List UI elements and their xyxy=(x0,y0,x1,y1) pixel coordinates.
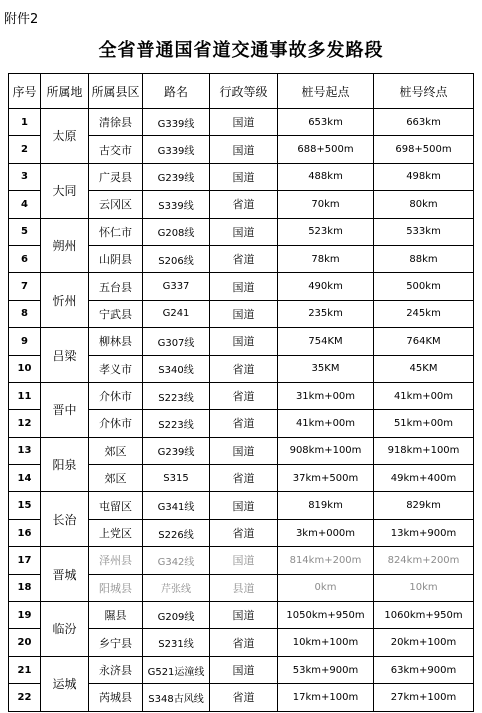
start-stake-cell: 70km xyxy=(278,191,374,218)
grade-cell: 国道 xyxy=(210,492,278,519)
table-row xyxy=(9,437,474,464)
end-stake-cell: 41km+00m xyxy=(374,382,474,409)
row-number: 11 xyxy=(9,382,41,409)
county-cell: 孝义市 xyxy=(89,355,143,382)
header-start: 桩号起点 xyxy=(278,74,374,109)
county-cell: 介休市 xyxy=(89,382,143,409)
grade-cell: 国道 xyxy=(210,656,278,683)
row-number: 2 xyxy=(9,136,41,163)
county-cell: 芮城县 xyxy=(89,684,143,711)
attachment-label: 附件2 xyxy=(4,12,39,27)
county-cell: 怀仁市 xyxy=(89,218,143,245)
end-stake-cell: 1060km+950m xyxy=(374,602,474,629)
end-stake-cell: 80km xyxy=(374,191,474,218)
header-city: 所属地 xyxy=(41,74,89,109)
county-cell: 清徐县 xyxy=(89,109,143,136)
road-cell: G337 xyxy=(143,273,210,300)
county-cell: 郊区 xyxy=(89,465,143,492)
county-cell: 介休市 xyxy=(89,410,143,437)
row-number: 17 xyxy=(9,547,41,574)
table-row xyxy=(9,163,474,190)
road-cell: G241 xyxy=(143,300,210,327)
grade-cell: 省道 xyxy=(210,629,278,656)
start-stake-cell: 814km+200m xyxy=(278,547,374,574)
start-stake-cell: 908km+100m xyxy=(278,437,374,464)
county-cell: 五台县 xyxy=(89,273,143,300)
table-row xyxy=(9,218,474,245)
road-cell: S315 xyxy=(143,465,210,492)
city-cell: 晋中 xyxy=(41,382,89,437)
county-cell: 郊区 xyxy=(89,437,143,464)
grade-cell: 县道 xyxy=(210,574,278,601)
road-cell: G521运潼线 xyxy=(143,656,210,683)
county-cell: 山阴县 xyxy=(89,245,143,272)
row-number: 9 xyxy=(9,328,41,355)
grade-cell: 省道 xyxy=(210,684,278,711)
row-number: 20 xyxy=(9,629,41,656)
end-stake-cell: 13km+900m xyxy=(374,519,474,546)
table-row xyxy=(9,656,474,683)
county-cell: 屯留区 xyxy=(89,492,143,519)
row-number: 13 xyxy=(9,437,41,464)
road-cell: S340线 xyxy=(143,355,210,382)
start-stake-cell: 688+500m xyxy=(278,136,374,163)
end-stake-cell: 698+500m xyxy=(374,136,474,163)
start-stake-cell: 488km xyxy=(278,163,374,190)
end-stake-cell: 824km+200m xyxy=(374,547,474,574)
county-cell: 广灵县 xyxy=(89,163,143,190)
county-cell: 古交市 xyxy=(89,136,143,163)
end-stake-cell: 533km xyxy=(374,218,474,245)
table-row xyxy=(9,328,474,355)
grade-cell: 国道 xyxy=(210,136,278,163)
city-cell: 太原 xyxy=(41,109,89,164)
end-stake-cell: 45KM xyxy=(374,355,474,382)
start-stake-cell: 37km+500m xyxy=(278,465,374,492)
end-stake-cell: 63km+900m xyxy=(374,656,474,683)
grade-cell: 国道 xyxy=(210,109,278,136)
table-header-row xyxy=(9,74,474,109)
row-number: 6 xyxy=(9,245,41,272)
header-grade: 行政等级 xyxy=(210,74,278,109)
road-cell: S223线 xyxy=(143,410,210,437)
end-stake-cell: 663km xyxy=(374,109,474,136)
table-row xyxy=(9,273,474,300)
grade-cell: 省道 xyxy=(210,355,278,382)
row-number: 10 xyxy=(9,355,41,382)
road-cell: S206线 xyxy=(143,245,210,272)
county-cell: 上党区 xyxy=(89,519,143,546)
road-cell: S339线 xyxy=(143,191,210,218)
header-road: 路名 xyxy=(143,74,210,109)
city-cell: 吕梁 xyxy=(41,328,89,383)
start-stake-cell: 523km xyxy=(278,218,374,245)
table-row xyxy=(9,382,474,409)
start-stake-cell: 653km xyxy=(278,109,374,136)
road-cell: S226线 xyxy=(143,519,210,546)
grade-cell: 省道 xyxy=(210,191,278,218)
row-number: 18 xyxy=(9,574,41,601)
grade-cell: 省道 xyxy=(210,382,278,409)
start-stake-cell: 0km xyxy=(278,574,374,601)
grade-cell: 国道 xyxy=(210,547,278,574)
end-stake-cell: 88km xyxy=(374,245,474,272)
end-stake-cell: 764KM xyxy=(374,328,474,355)
city-cell: 长治 xyxy=(41,492,89,547)
grade-cell: 省道 xyxy=(210,245,278,272)
county-cell: 隰县 xyxy=(89,602,143,629)
city-cell: 忻州 xyxy=(41,273,89,328)
row-number: 12 xyxy=(9,410,41,437)
page-title: 全省普通国省道交通事故多发路段 xyxy=(98,40,384,61)
grade-cell: 国道 xyxy=(210,273,278,300)
county-cell: 阳城县 xyxy=(89,574,143,601)
header-county: 所属县区 xyxy=(89,74,143,109)
header-no: 序号 xyxy=(9,74,41,109)
end-stake-cell: 10km xyxy=(374,574,474,601)
county-cell: 宁武县 xyxy=(89,300,143,327)
road-cell: G307线 xyxy=(143,328,210,355)
grade-cell: 国道 xyxy=(210,602,278,629)
end-stake-cell: 500km xyxy=(374,273,474,300)
county-cell: 永济县 xyxy=(89,656,143,683)
table-row xyxy=(9,547,474,574)
road-cell: G339线 xyxy=(143,109,210,136)
grade-cell: 省道 xyxy=(210,519,278,546)
city-cell: 运城 xyxy=(41,656,89,711)
start-stake-cell: 78km xyxy=(278,245,374,272)
table-row xyxy=(9,492,474,519)
row-number: 3 xyxy=(9,163,41,190)
end-stake-cell: 918km+100m xyxy=(374,437,474,464)
start-stake-cell: 17km+100m xyxy=(278,684,374,711)
start-stake-cell: 53km+900m xyxy=(278,656,374,683)
row-number: 1 xyxy=(9,109,41,136)
accident-road-table xyxy=(8,73,474,712)
end-stake-cell: 245km xyxy=(374,300,474,327)
start-stake-cell: 41km+00m xyxy=(278,410,374,437)
road-cell: G209线 xyxy=(143,602,210,629)
grade-cell: 国道 xyxy=(210,328,278,355)
grade-cell: 省道 xyxy=(210,465,278,492)
row-number: 14 xyxy=(9,465,41,492)
table-row xyxy=(9,109,474,136)
end-stake-cell: 51km+00m xyxy=(374,410,474,437)
county-cell: 云冈区 xyxy=(89,191,143,218)
row-number: 21 xyxy=(9,656,41,683)
row-number: 7 xyxy=(9,273,41,300)
start-stake-cell: 490km xyxy=(278,273,374,300)
row-number: 16 xyxy=(9,519,41,546)
end-stake-cell: 829km xyxy=(374,492,474,519)
start-stake-cell: 31km+00m xyxy=(278,382,374,409)
start-stake-cell: 10km+100m xyxy=(278,629,374,656)
row-number: 4 xyxy=(9,191,41,218)
start-stake-cell: 3km+000m xyxy=(278,519,374,546)
start-stake-cell: 754KM xyxy=(278,328,374,355)
row-number: 8 xyxy=(9,300,41,327)
table-row xyxy=(9,602,474,629)
county-cell: 柳林县 xyxy=(89,328,143,355)
row-number: 15 xyxy=(9,492,41,519)
grade-cell: 国道 xyxy=(210,163,278,190)
end-stake-cell: 49km+400m xyxy=(374,465,474,492)
row-number: 5 xyxy=(9,218,41,245)
road-cell: G341线 xyxy=(143,492,210,519)
city-cell: 大同 xyxy=(41,163,89,218)
road-cell: 芹张线 xyxy=(143,574,210,601)
start-stake-cell: 819km xyxy=(278,492,374,519)
grade-cell: 国道 xyxy=(210,300,278,327)
road-cell: G208线 xyxy=(143,218,210,245)
grade-cell: 国道 xyxy=(210,218,278,245)
header-end: 桩号终点 xyxy=(374,74,474,109)
row-number: 19 xyxy=(9,602,41,629)
start-stake-cell: 235km xyxy=(278,300,374,327)
city-cell: 朔州 xyxy=(41,218,89,273)
start-stake-cell: 35KM xyxy=(278,355,374,382)
county-cell: 乡宁县 xyxy=(89,629,143,656)
road-cell: G239线 xyxy=(143,437,210,464)
road-cell: G239线 xyxy=(143,163,210,190)
road-cell: S348古风线 xyxy=(143,684,210,711)
road-cell: S231线 xyxy=(143,629,210,656)
road-cell: G342线 xyxy=(143,547,210,574)
city-cell: 阳泉 xyxy=(41,437,89,492)
road-cell: G339线 xyxy=(143,136,210,163)
city-cell: 晋城 xyxy=(41,547,89,602)
end-stake-cell: 498km xyxy=(374,163,474,190)
start-stake-cell: 1050km+950m xyxy=(278,602,374,629)
city-cell: 临汾 xyxy=(41,602,89,657)
row-number: 22 xyxy=(9,684,41,711)
county-cell: 泽州县 xyxy=(89,547,143,574)
grade-cell: 国道 xyxy=(210,437,278,464)
end-stake-cell: 20km+100m xyxy=(374,629,474,656)
grade-cell: 省道 xyxy=(210,410,278,437)
road-cell: S223线 xyxy=(143,382,210,409)
end-stake-cell: 27km+100m xyxy=(374,684,474,711)
